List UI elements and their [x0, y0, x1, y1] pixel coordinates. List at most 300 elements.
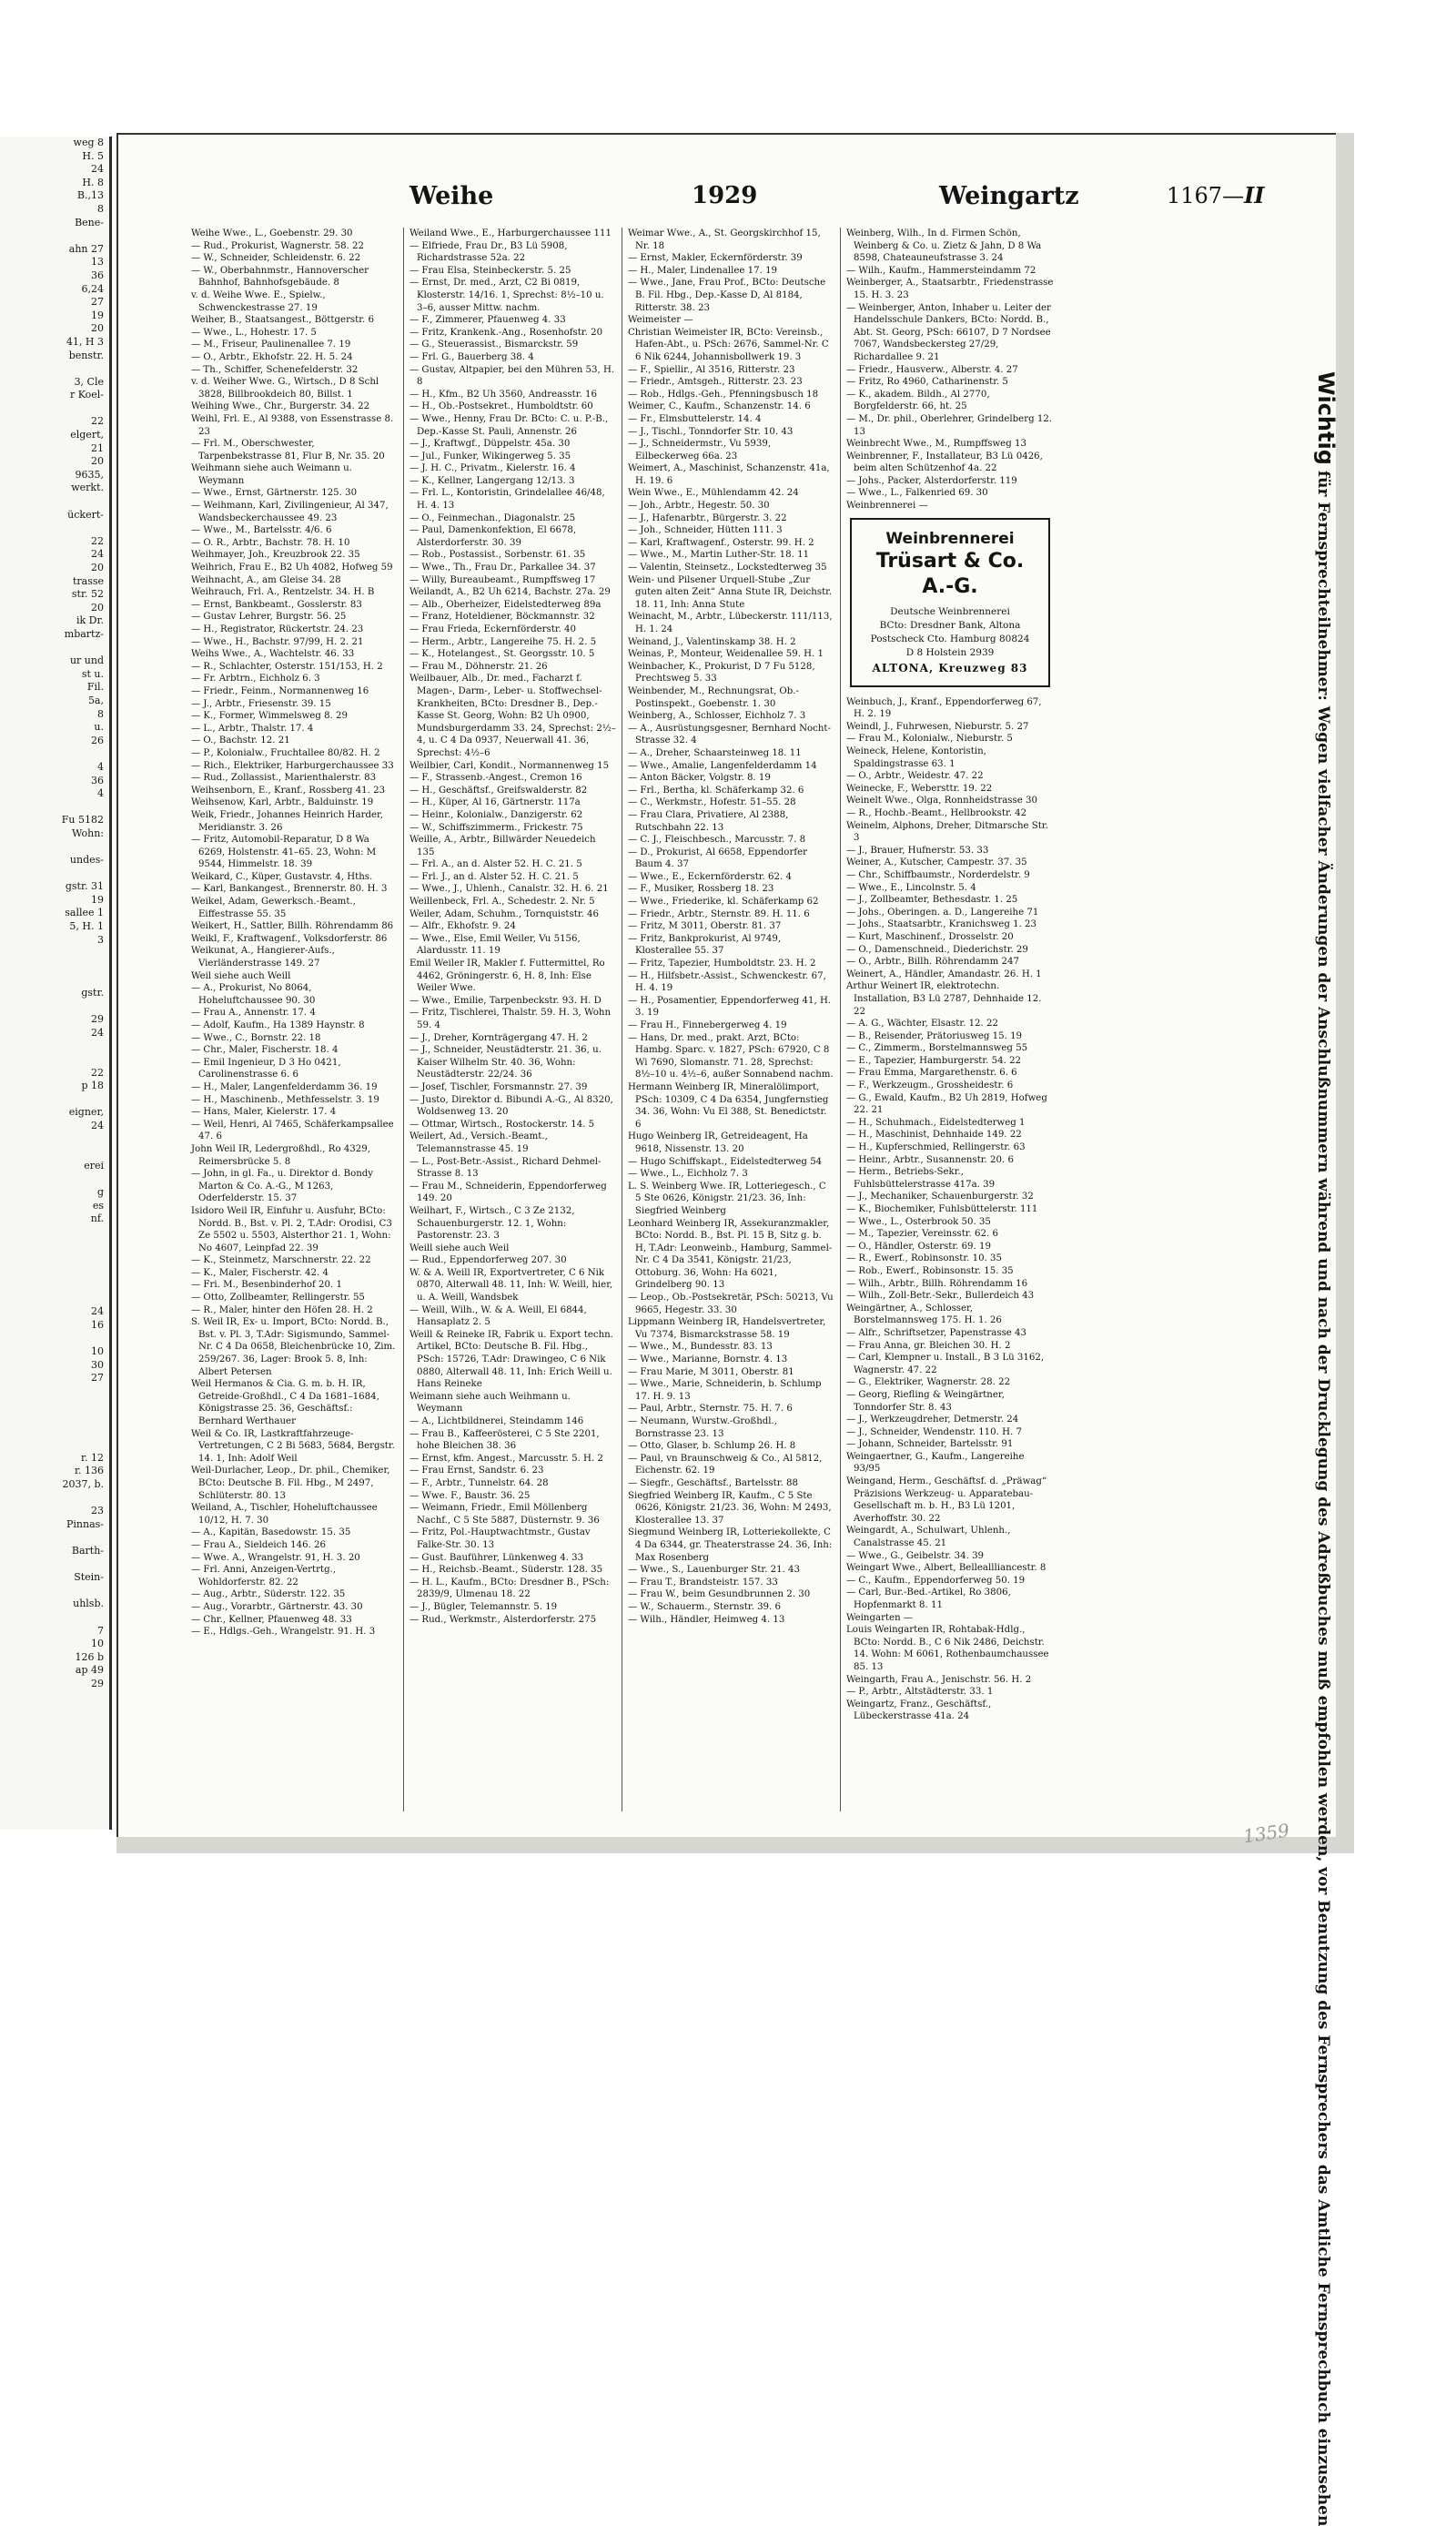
directory-entry: — Anton Bäcker, Volgstr. 8. 19	[628, 773, 771, 784]
prev-page-fragment: g	[96, 1185, 104, 1198]
directory-entry: — Weil, Henri, Al 7465, Schäferkampsallee 47. 6	[191, 1119, 394, 1142]
directory-entry: — H., Schuhmach., Eidelstedterweg 1	[846, 1117, 1026, 1128]
directory-entry: — Otto, Zollbeamter, Rellingerstr. 55	[191, 1293, 365, 1304]
directory-entry: Weingarten —	[846, 1612, 914, 1623]
prev-page-fragment: Wohn:	[71, 827, 104, 839]
directory-entry: — Weill, Wilh., W. & A. Weill, El 6844, Hansaplatz 2. 5	[410, 1304, 587, 1328]
directory-entry: — J., Bügler, Telemannstr. 5. 19	[410, 1601, 558, 1612]
prev-page-fragment: 23	[91, 1505, 104, 1517]
directory-entry: — Hugo Schiffskapt., Eidelstedterweg 54	[628, 1156, 823, 1167]
directory-entry: Weinelm, Alphons, Dreher, Ditmarsche Str. 3	[846, 820, 1048, 844]
prev-page-fragment: 24	[91, 163, 104, 176]
prev-page-fragment	[0, 1053, 109, 1067]
prev-page-fragment	[0, 1438, 109, 1452]
prev-page-fragment: 19	[91, 893, 104, 906]
prev-page-fragment	[0, 1040, 109, 1053]
directory-entry: — Wwe., Amalie, Langenfelderdamm 14	[628, 760, 817, 771]
prev-page-fragment: st u.	[81, 667, 104, 680]
directory-entry: — M., Tapezier, Vereinsstr. 62. 6	[846, 1229, 998, 1240]
prev-page-fragment: 6,24	[81, 282, 104, 295]
directory-entry: — Carl, Klempner u. Install., B 3 Lü 3162, Wagnerstr. 47. 22	[846, 1353, 1045, 1375]
directory-entry: — Wwe., M., Bartelsstr. 4/6. 6	[191, 525, 332, 536]
prev-page-fragment	[0, 1172, 109, 1186]
directory-entry: — W., Schneider, Schleidenstr. 6. 22	[191, 253, 361, 264]
directory-entry: Weikl, F., Kraftwagenf., Volksdorferstr. 86	[191, 933, 388, 944]
directory-entry: — H., Posamentier, Eppendorferweg 41, H. 3. 19	[628, 995, 832, 1019]
directory-entry: — H., Maler, Langenfelderdamm 36. 19	[191, 1081, 378, 1092]
directory-entry: — Ernst, Makler, Eckernförderstr. 39	[628, 253, 803, 264]
header-page-number: 1167—II	[1167, 182, 1265, 208]
prev-page-fragment: u.	[94, 721, 104, 734]
directory-entry: — Chr., Schiffbaumstr., Norderdelstr. 9	[846, 869, 1030, 880]
prev-page-fragment: 22	[91, 415, 104, 428]
prev-page-fragment	[0, 1385, 109, 1399]
directory-entry: — A., Kapitän, Basedowstr. 15. 35	[191, 1527, 351, 1538]
directory-entry: — Aug., Vorarbtr., Gärtnerstr. 43. 30	[191, 1601, 363, 1612]
prev-page-fragment: 24	[91, 1026, 104, 1039]
prev-page-fragment: 22	[91, 534, 104, 547]
directory-entry: — P., Arbtr., Altstädterstr. 33. 1	[846, 1687, 994, 1698]
prev-page-fragment: r Koel-	[69, 389, 104, 401]
directory-entry: — Frau A., Sieldeich 146. 26	[191, 1539, 327, 1550]
directory-entry: — W., Oberbahnmstr., Hannoverscher Bahnhof, Bahnhofsgebäude. 8	[191, 265, 369, 289]
prev-page-fragment	[0, 1279, 109, 1293]
prev-page-fragment: 20	[91, 322, 104, 335]
directory-entry: — Wwe., L., Hohestr. 17. 5	[191, 327, 317, 338]
directory-entry: — F., Musiker, Rossberg 18. 23	[628, 884, 774, 895]
prev-page-fragment	[0, 495, 109, 509]
directory-entry: — Herm., Betriebs-Sekr., Fuhlsbüttelerstrasse 417a. 39	[846, 1167, 996, 1190]
prev-page-fragment	[0, 1611, 109, 1625]
directory-entry: v. d. Weiher Wwe. G., Wirtsch., D 8 Schl 3828, Billbrookdeich 80, Billst. 1	[191, 377, 379, 400]
prev-page-fragment: 26	[91, 734, 104, 746]
directory-entry: — H., Geschäftsf., Greifswalderstr. 82	[410, 785, 588, 796]
prev-page-fragment: 20	[91, 562, 104, 573]
prev-page-fragment	[0, 402, 109, 416]
directory-entry: — Wilh., Händler, Heimweg 4. 13	[628, 1614, 785, 1625]
prev-page-fragment: undes-	[69, 854, 104, 867]
directory-entry: Weinbrennerei —	[846, 501, 928, 512]
directory-entry: — Ernst, Bankbeamt., Gosslerstr. 83	[191, 599, 362, 610]
directory-entry: Weill siehe auch Weil	[410, 1243, 510, 1253]
prev-page-fragment: trasse	[72, 574, 104, 587]
directory-page	[116, 133, 1339, 2526]
directory-entry: — Rud., Prokurist, Wagnerstr. 58. 22	[191, 240, 365, 251]
directory-entry: — J., Brauer, Hufnerstr. 53. 33	[846, 845, 989, 856]
prev-page-fragment: eigner,	[68, 1106, 104, 1119]
directory-entry: — Kurt, Maschinenf., Drosselstr. 20	[846, 931, 1014, 942]
directory-entry: Wein Wwe., E., Mühlendamm 42. 24	[628, 488, 799, 499]
directory-entry: — Frau M., Kolonialw., Nieburstr. 5	[846, 734, 1013, 745]
prev-page-fragment	[0, 947, 109, 960]
prev-page-fragment	[0, 1265, 109, 1279]
directory-entry: — Frau Ernst, Sandstr. 6. 23	[410, 1466, 544, 1476]
prev-page-fragment: 10	[91, 1345, 104, 1358]
prev-page-fragment	[0, 1398, 109, 1412]
directory-entry: — Fritz, Tapezier, Humboldtstr. 23. H. 2	[628, 959, 816, 969]
prev-page-fragment: 10	[91, 1638, 104, 1650]
prev-page-fragment: 27	[91, 296, 104, 309]
directory-entry: — Elfriede, Frau Dr., B3 Lü 5908, Richardstrasse 52a. 22	[410, 240, 568, 264]
directory-entry: — Hans, Dr. med., prakt. Arzt, BCto: Hambg. Sparc. v. 1827, PSch: 67920, C 8 Wi 7690, Slomanstr. 71. 28, Sprechst: 8½–10 u. 4½–6, außer Sonnabend nachm.	[628, 1032, 834, 1080]
prev-page-fragment: 24	[91, 548, 104, 561]
directory-entry: — Weinberger, Anton, Inhaber u. Leiter der Handelsschule Dankers, BCto: Nordd. B., Abt. St. Georg, PSch: 66107, D 7 Nordsee 7067, Wandsbeckersteg 27/29, Richardallee 9. 21	[846, 302, 1051, 362]
directory-entry: — F., Werkzeugm., Grossheidestr. 6	[846, 1080, 1014, 1091]
directory-entry: Lippmann Weinberg IR, Handelsvertreter, Vu 7374, Bismarckstrasse 58. 19	[628, 1317, 826, 1340]
directory-entry: — Emil Ingenieur, D 3 Ho 0421, Carolinenstrasse 6. 6	[191, 1057, 341, 1080]
prev-page-fragment	[0, 362, 109, 376]
directory-entry: — J., Schneider, Wendenstr. 110. H. 7	[846, 1426, 1022, 1437]
prev-page-fragment	[0, 973, 109, 987]
directory-entry: — Frl. Anni, Anzeigen-Vertrtg., Wohldorferstr. 82. 22	[191, 1565, 337, 1588]
directory-entry: Leonhard Weinberg IR, Assekuranzmakler, BCto: Nordd. B., Bst. Pl. 15 B, Sitz g. b. H, T.Adr: Leonweinb., Hamburg, Sammel-Nr. C 4 Da 3541, Königstr. 21/23, Ottoburg. 36, Wohn: Ha 6021, Grindelberg 90. 13	[628, 1218, 833, 1291]
prev-page-fragment: 8	[97, 202, 104, 215]
directory-entry: — Gustav, Altpapier, bei den Mühren 53, H. 8	[410, 364, 615, 388]
directory-entry: Weihe Wwe., L., Goebenstr. 29. 30	[191, 228, 353, 238]
directory-entry: Weihmann siehe auch Weimann u. Weymann	[191, 463, 352, 486]
directory-entry: — H., Reichsb.-Beamt., Süderstr. 128. 35	[410, 1565, 603, 1576]
prev-page-fragment: erei	[84, 1159, 104, 1172]
directory-entry: — Wwe., H., Bachstr. 97/99, H. 2. 21	[191, 636, 364, 647]
prev-page-fragment: 41, H 3	[66, 335, 104, 348]
directory-entry: — Rob., Postassist., Sorbenstr. 61. 35	[410, 550, 586, 561]
directory-entry: — W., Schauerm., Sternstr. 39. 6	[628, 1601, 781, 1612]
directory-entry: Weingärtner, A., Schlosser, Borstelmannsweg 175. H. 1. 26	[846, 1303, 1002, 1326]
directory-entry: — Friedr., Amtsgeh., Ritterstr. 23. 23	[628, 377, 803, 388]
directory-entry: Weiland, A., Tischler, Hoheluftchaussee 10/12, H. 7. 30	[191, 1503, 378, 1526]
directory-entry: — B., Reisender, Prätoriusweg 15. 19	[846, 1030, 1023, 1041]
directory-entry: Weil Hermanos & Cia. G. m. b. H. IR, Getreide-Großhdl., C 4 Da 1681–1684, Königstrasse 25. 36, Geschäftsf.: Bernhard Werthauer	[191, 1379, 379, 1426]
directory-entry: Weilhart, F., Wirtsch., C 3 Ze 2132, Schauenburgerstr. 12. 1, Wohn: Pastorenstr. 23. 3	[410, 1205, 575, 1242]
directory-entry: — Johann, Schneider, Bartelsstr. 91	[846, 1439, 1014, 1450]
directory-entry: — K., Steinmetz, Marschnerstr. 22. 22	[191, 1255, 371, 1266]
directory-entry: — Frl., Bertha, kl. Schäferkamp 32. 6	[628, 785, 804, 796]
directory-entry: — Paul, Arbtr., Sternstr. 75. H. 7. 6	[628, 1404, 793, 1415]
prev-page-fragment: 4	[97, 760, 104, 773]
directory-entry: Weill & Reineke IR, Fabrik u. Export techn. Artikel, BCto: Deutsche B. Fil. Hbg., PSch: 15726, T.Adr: Drawingeo, C 6 Nik 0880, Alterwall 48. 11, Inh: Erich Weill u. Hans Reineke	[410, 1329, 613, 1390]
directory-entry: — Carl, Bur.-Bed.-Artikel, Ro 3806, Hopfenmarkt 8. 11	[846, 1588, 1011, 1610]
directory-entry: — J., Schneider, Neustädterstr. 21. 36, u. Kaiser Wilhelm Str. 40. 36, Wohn: Neustädterstr. 22/24. 36	[410, 1045, 602, 1080]
prev-page-fragment: 7	[97, 1624, 104, 1637]
directory-entry: — Frau W., beim Gesundbrunnen 2. 30	[628, 1589, 811, 1600]
directory-entry: Weimer, C., Kaufm., Schanzenstr. 14. 6	[628, 401, 811, 412]
prev-page-fragment: r. 136	[74, 1465, 104, 1477]
prev-page-fragment: p 18	[81, 1080, 104, 1092]
directory-entry: Weilandt, A., B2 Uh 6214, Bachstr. 27a. 29	[410, 587, 611, 598]
directory-entry: — Frl. L., Kontoristin, Grindelallee 46/48, H. 4. 13	[410, 488, 605, 512]
directory-entry: — Fri. M., Besenbinderhof 20. 1	[191, 1280, 342, 1291]
prev-page-fragment: ahn 27	[68, 242, 104, 255]
directory-entry: — Alfr., Schriftsetzer, Papenstrasse 43	[846, 1327, 1027, 1338]
directory-entry: — Ernst, kfm. Angest., Marcusstr. 5. H. 2	[410, 1453, 603, 1464]
prev-page-fragment: es	[92, 1199, 104, 1212]
directory-entry: Christian Weimeister IR, BCto: Vereinsb., Hafen-Abt., u. PSch: 2676, Sammel-Nr. C 6 Nik 6244, Johannisbollwerk 19. 3	[628, 327, 829, 362]
directory-entry: — M., Dr. phil., Oberlehrer, Grindelberg 12. 13	[846, 413, 1053, 437]
directory-entry: — A. G., Wächter, Elsastr. 12. 22	[846, 1019, 998, 1030]
directory-entry: — L., Arbtr., Thalstr. 17. 4	[191, 723, 314, 734]
directory-entry: — J., Kraftwgf., Düppelstr. 45a. 30	[410, 439, 571, 450]
directory-entry: — Wwe., Th., Frau Dr., Parkallee 34. 37	[410, 563, 596, 573]
directory-entry: Weinberger, A., Staatsarbtr., Friedenstrasse 15. H. 3. 23	[846, 278, 1054, 300]
directory-entry: — H., Maschinist, Dehnhaide 149. 22	[846, 1130, 1022, 1141]
prev-page-fragment: nf.	[90, 1212, 104, 1225]
directory-entry: W. & A. Weill IR, Exportvertreter, C 6 Nik 0870, Alterwall 48. 11, Inh: W. Weill, hier, u. A. Weill, Wandsbek	[410, 1267, 613, 1304]
prev-page-fragment	[0, 229, 109, 243]
prev-page-fragment	[0, 1000, 109, 1014]
directory-entry: Emil Weiler IR, Makler f. Futtermittel, Ro 4462, Gröningerstr. 6, H. 8, Inh: Else Weiler Wwe.	[410, 959, 605, 994]
prev-page-fragment: weg 8	[73, 137, 104, 148]
directory-entry: Weikard, C., Küper, Gustavstr. 4, Hths.	[191, 871, 373, 882]
prev-page-fragment: Fil.	[86, 681, 104, 694]
directory-entry: — Joh., Arbtr., Hegestr. 50. 30	[628, 501, 770, 512]
directory-entry: Weingardt, A., Schulwart, Uhlenh., Canalstrasse 45. 21	[846, 1526, 1011, 1549]
prev-page-fragment	[0, 1412, 109, 1425]
directory-entry: — Jul., Funker, Wikingerweg 5. 35	[410, 451, 571, 462]
directory-entry: — Willy, Bureaubeamt., Rumpffsweg 17	[410, 574, 596, 585]
prev-page-fragment: 22	[91, 1066, 104, 1079]
prev-page-fragment	[0, 1253, 109, 1266]
prev-page-fragment	[0, 1425, 109, 1439]
directory-entry: Weil & Co. IR, Lastkraftfahrzeuge-Vertretungen, C 2 Bi 5683, 5684, Bergstr. 14. 1, Inh: Adolf Weil	[191, 1428, 395, 1464]
directory-entry: — C., Werkmstr., Hofestr. 51–55. 28	[628, 797, 796, 808]
directory-entry: Weinberg, A., Schlosser, Eichholz 7. 3	[628, 711, 806, 722]
directory-entry: — Ottmar, Wirtsch., Rostockerstr. 14. 5	[410, 1119, 595, 1130]
prev-page-fragment	[0, 642, 109, 655]
directory-entry: — H., Maschinenb., Methfesselstr. 3. 19	[191, 1094, 379, 1105]
prev-page-fragment	[0, 1226, 109, 1240]
directory-entry: — Johs., Oberingen. a. D., Langereihe 71	[846, 907, 1039, 918]
directory-entry: — Frau Anna, gr. Bleichen 30. H. 2	[846, 1340, 1011, 1351]
directory-entry: Hermann Weinberg IR, Mineralölimport, PSch: 10309, C 4 Da 6354, Jungfernstieg 34. 36, Wohn: Vu El 388, St. Benedictstr. 6	[628, 1081, 829, 1130]
prev-page-fragment: Stein-	[74, 1571, 104, 1584]
prev-page-fragment	[0, 1293, 109, 1306]
directory-entry: — Wwe., G., Geibelstr. 34. 39	[846, 1550, 985, 1561]
advertisement-box	[850, 518, 1050, 687]
directory-entry: — Wwe., C., Bornstr. 22. 18	[191, 1032, 321, 1043]
directory-entry: — Friedr., Feinm., Normannenweg 16	[191, 685, 369, 696]
prev-page-fragment: B.,13	[76, 189, 104, 202]
directory-entry: — H. L., Kaufm., BCto: Dresdner B., PSch: 2839/9, Ulmenau 18. 22	[410, 1577, 610, 1600]
directory-entry: Weinacht, M., Arbtr., Lübeckerstr. 111/113, H. 1. 24	[628, 612, 833, 634]
prev-page-fragment: 19	[91, 309, 104, 321]
directory-entry: Weinelt Wwe., Olga, Ronnheidstrasse 30	[846, 796, 1037, 806]
directory-entry: — Siegfr., Geschäftsf., Bartelsstr. 88	[628, 1477, 798, 1488]
directory-entry: Hugo Weinberg IR, Getreideagent, Ha 9618, Nissenstr. 13. 20	[628, 1131, 808, 1154]
prev-page-fragment	[0, 747, 109, 761]
directory-entry: Weindl, J., Fuhrwesen, Nieburstr. 5. 27	[846, 721, 1029, 732]
prev-page-fragment: gstr.	[81, 987, 104, 999]
directory-entry: Weinas, P., Monteur, Weidenallee 59. H. 1	[628, 649, 824, 660]
directory-entry: — C., Zimmerm., Borstelmannsweg 55	[846, 1043, 1028, 1054]
directory-entry: — Paul, Damenkonfektion, El 6678, Alsterdorferstr. 30. 39	[410, 525, 577, 548]
directory-entry: — Aug., Arbtr., Süderstr. 122. 35	[191, 1589, 346, 1600]
directory-entry: — J., Schneidermstr., Vu 5939, Eilbeckerweg 66a. 23	[628, 439, 772, 462]
column-4	[841, 228, 1059, 1811]
directory-entry: — Alfr., Ekhofstr. 9. 24	[410, 921, 516, 932]
header-right-word: Weingartz	[939, 182, 1079, 210]
directory-entry: — J., Tischl., Tonndorfer Str. 10. 43	[628, 426, 794, 437]
directory-entry: — Th., Schiffer, Schenefelderstr. 32	[191, 364, 359, 375]
directory-entry: — O., Arbtr., Weidestr. 47. 22	[846, 771, 984, 782]
directory-entry: — H., Ob.-Postsekret., Humboldtstr. 60	[410, 401, 593, 412]
prev-page-fragment: 13	[91, 256, 104, 269]
directory-entry: — Frau T., Brandsteistr. 157. 33	[628, 1577, 778, 1588]
directory-entry: — Friedr., Arbtr., Sternstr. 89. H. 11. 6	[628, 908, 810, 919]
prev-page-fragment: mbartz-	[64, 627, 104, 640]
directory-entry: — Ernst, Dr. med., Arzt, C2 Bi 0819, Klosterstr. 14/16. 1, Sprechst: 8½–10 u. 3–6, ausser Mittw. nachm.	[410, 278, 604, 313]
handwritten-mark: 1359	[1241, 1819, 1291, 1848]
directory-entry: John Weil IR, Ledergroßhdl., Ro 4329, Reimersbrücke 5. 8	[191, 1143, 370, 1167]
directory-entry: — J. H. C., Privatm., Kielerstr. 16. 4	[410, 463, 576, 474]
notice-lead: Wichtig	[1313, 371, 1339, 465]
prev-page-fragment: H. 8	[82, 176, 104, 188]
ad-line-1: Deutsche Weinbrennerei	[890, 605, 1010, 617]
directory-entry: Arthur Weinert IR, elektrotechn. Installation, B3 Lü 2787, Dehnhaide 12. 22	[846, 981, 1042, 1017]
directory-entry: — Wwe., Emilie, Tarpenbeckstr. 93. H. D	[410, 995, 602, 1006]
directory-entry: Weihrich, Frau E., B2 Uh 4082, Hofweg 59	[191, 563, 393, 573]
vertical-notice	[1313, 371, 1339, 2526]
directory-entry: Weinbrecht Wwe., M., Rumpffsweg 13	[846, 439, 1026, 450]
directory-entry: — Frau Emma, Margarethenstr. 6. 6	[846, 1068, 1017, 1079]
directory-entry: Siegfried Weinberg IR, Kaufm., C 5 Ste 0626, Königstr. 21/23. 36, Wohn: M 2493, Klosterallee 13. 37	[628, 1490, 832, 1526]
directory-entry: — C. J., Fleischbesch., Marcusstr. 7. 8	[628, 835, 806, 846]
prev-page-fragment: 5, H. 1	[69, 920, 104, 933]
directory-entry: Weil-Durlacher, Leop., Dr. phil., Chemiker, BCto: Deutsche B. Fil. Hbg., M 2497, Schlüterstr. 80. 13	[191, 1466, 390, 1501]
previous-page-strip	[0, 137, 112, 1830]
prev-page-fragment: 2037, b.	[62, 1477, 104, 1490]
directory-entry: Weillenbeck, Frl. A., Schedestr. 2. Nr. 5	[410, 897, 595, 908]
directory-entry: — Weihmann, Karl, Zivilingenieur, Al 347, Wandsbeckerchaussee 49. 23	[191, 501, 389, 523]
directory-entry: — G., Ewald, Kaufm., B2 Uh 2819, Hofweg 22. 21	[846, 1092, 1047, 1116]
directory-entry: — G., Elektriker, Wagnerstr. 28. 22	[846, 1377, 1011, 1388]
directory-entry: — Frau A., Annenstr. 17. 4	[191, 1008, 316, 1019]
directory-entry: — F., Arbtr., Tunnelstr. 64. 28	[410, 1477, 549, 1488]
directory-entry: — Johs., Packer, Alsterdorferstr. 119	[846, 475, 1017, 486]
prev-page-fragment: elgert,	[70, 429, 104, 441]
directory-entry: Isidoro Weil IR, Einfuhr u. Ausfuhr, BCto: Nordd. B., Bst. v. Pl. 2, T.Adr: Orodisi, C3 Ze 5502 u. 5503, Alsterthor 21. 1, Wohn: No 4607, Leinpfad 22. 39	[191, 1205, 392, 1253]
directory-entry: Weille, A., Arbtr., Billwärder Neuedeich 135	[410, 835, 596, 857]
directory-entry: — Alb., Oberheizer, Eidelstedterweg 89a	[410, 599, 602, 610]
prev-page-fragment: 27	[91, 1372, 104, 1385]
directory-entry: — E., Tapezier, Hamburgerstr. 54. 22	[846, 1055, 1022, 1066]
directory-entry: — Frau M., Döhnerstr. 21. 26	[410, 661, 548, 672]
directory-entry: Weihsenow, Karl, Arbtr., Balduinstr. 19	[191, 797, 374, 808]
directory-entry: — Chr., Maler, Fischerstr. 18. 4	[191, 1045, 339, 1056]
prev-page-fragment: ur und	[69, 654, 104, 667]
prev-page-fragment: gstr. 31	[65, 880, 104, 893]
ad-address: ALTONA, Kreuzweg 83	[872, 661, 1028, 675]
directory-entry: — O., Bachstr. 12. 21	[191, 735, 290, 746]
column-3	[622, 228, 841, 1811]
directory-entry: Weingaertner, G., Kaufm., Langereihe 93/95	[846, 1451, 1025, 1475]
directory-entry: — K., Maler, Fischerstr. 42. 4	[191, 1267, 329, 1278]
directory-entry: Weihnacht, A., am Gleise 34. 28	[191, 574, 341, 585]
directory-entry: — Wwe. F., Baustr. 36. 25	[410, 1490, 531, 1501]
directory-entry: Weikel, Adam, Gewerksch.-Beamt., Eiffestrasse 55. 35	[191, 897, 356, 919]
directory-entry: Weikunat, A., Hangierer-Aufs., Vierländerstrasse 149. 27	[191, 946, 335, 969]
directory-entry: — H., Hilfsbetr.-Assist., Schwenckestr. 67, H. 4. 19	[628, 970, 826, 994]
directory-entry: — O., Damenschneid., Diederichstr. 29	[846, 944, 1028, 955]
directory-entry: Weihmayer, Joh., Kreuzbrook 22. 35	[191, 550, 360, 561]
directory-entry: Weimert, A., Maschinist, Schanzenstr. 41a, H. 19. 6	[628, 463, 830, 486]
directory-entry: v. d. Weihe Wwe. E., Spielw., Schwenckestrasse 27. 19	[191, 289, 326, 313]
directory-entry: — A., Lichtbildnerei, Steindamm 146	[410, 1416, 584, 1426]
directory-entry: — J., Werkzeugdreher, Detmerstr. 24	[846, 1415, 1019, 1425]
directory-entry: — E., Hdlgs.-Geh., Wrangelstr. 91. H. 3	[191, 1627, 376, 1638]
directory-entry: — Wwe., L., Osterbrook 50. 35	[846, 1216, 991, 1227]
directory-entry: — Adolf, Kaufm., Ha 1389 Haynstr. 8	[191, 1020, 365, 1030]
directory-entry: Weimann siehe auch Weihmann u. Weymann	[410, 1391, 571, 1415]
directory-entry: — K., Kellner, Langergang 12/13. 3	[410, 475, 575, 486]
header-left-word: Weihe	[410, 182, 494, 210]
directory-entry: — Johs., Staatsarbtr., Kranichsweg 1. 23	[846, 919, 1037, 930]
directory-entry: — Neumann, Wurstw.-Großhdl., Bornstrasse 23. 13	[628, 1416, 778, 1439]
directory-entry: — Frau Elsa, Steinbeckerstr. 5. 25	[410, 265, 571, 276]
directory-entry: — Heinr., Kolonialw., Danzigerstr. 62	[410, 809, 583, 820]
directory-entry: Weingand, Herm., Geschäftsf. d. „Präwag“ Präzisions Werkzeug- u. Apparatebau-Gesellschaft m. b. H., B3 Lü 1201, Averhoffstr. 30. 22	[846, 1476, 1047, 1524]
directory-entry: — Wwe., Henny, Frau Dr. BCto: C. u. P.-B., Dep.-Kasse St. Pauli, Annenstr. 26	[410, 413, 609, 437]
prev-page-fragment: 3, Cle	[74, 375, 104, 388]
directory-entry: — Wwe., E., Eckernförderstr. 62. 4	[628, 871, 792, 882]
prev-page-fragment: benstr.	[68, 349, 104, 361]
directory-entry: — M., Friseur, Paulinenallee 7. 19	[191, 340, 351, 350]
directory-entry: — K., akadem. Bildh., Al 2770, Borgfelderstr. 66, ht. 25	[846, 389, 990, 412]
directory-entry: S. Weil IR, Ex- u. Import, BCto: Nordd. B., Bst. v. Pl. 3, T.Adr: Sigismundo, Sammel-Nr. C 4 Da 0658, Bleichenbrücke 10, Zim. 259/267. 36, Lager: Brook 5. 8, Inh: Albert Petersen	[191, 1317, 396, 1377]
directory-entry: Weimar Wwe., A., St. Georgskirchhof 15, Nr. 18	[628, 228, 821, 251]
directory-entry: — O., Feinmechan., Diagonalstr. 25	[410, 512, 576, 523]
directory-entry: — Frau B., Kaffeerösterei, C 5 Ste 2201, hohe Bleichen 38. 36	[410, 1428, 600, 1452]
directory-entry: — O., Arbtr., Billh. Röhrendamm 247	[846, 957, 1019, 968]
directory-entry: Weinbacher, K., Prokurist, D 7 Fu 5128, Prechtsweg 5. 33	[628, 661, 815, 685]
directory-entry: Weinberg, Wilh., In d. Firmen Schön, Weinberg & Co. u. Zietz & Jahn, D 8 Wa 8598, Chateauneufstrasse 3. 24	[846, 228, 1042, 264]
directory-entry: — Wwe., J., Uhlenh., Canalstr. 32. H. 6. 21	[410, 884, 609, 895]
directory-entry: — Fr. Arbtrn., Eichholz 6. 3	[191, 674, 320, 685]
directory-entry: — Friedr., Hausverw., Alberstr. 4. 27	[846, 364, 1018, 375]
directory-entry: — Wwe., Marianne, Bornstr. 4. 13	[628, 1354, 788, 1365]
directory-entry: — Rud., Eppendorferweg 207. 30	[410, 1255, 567, 1266]
column-1	[186, 228, 404, 1811]
directory-entry: — Fritz, M 3011, Oberstr. 81. 37	[628, 921, 782, 932]
directory-entry: — Rob., Hdlgs.-Geh., Pfenningsbusch 18	[628, 389, 819, 400]
directory-entry: — R., Maler, hinter den Höfen 28. H. 2	[191, 1304, 373, 1315]
prev-page-fragment	[0, 801, 109, 815]
prev-page-fragment: 24	[91, 1119, 104, 1131]
ad-line-4: D 8 Holstein 2939	[905, 646, 995, 658]
directory-entry: — Wwe., L., Eichholz 7. 3	[628, 1169, 748, 1180]
prev-page-fragment: 21	[91, 441, 104, 454]
directory-entry: — Wwe., M., Martin Luther-Str. 18. 11	[628, 550, 810, 561]
directory-entry: Weimeister —	[628, 315, 693, 326]
prev-page-fragment	[0, 1585, 109, 1598]
directory-entry: — H., Küper, Al 16, Gärtnerstr. 117a	[410, 797, 581, 808]
directory-entry: — R., Ewerf., Robinsonstr. 10. 35	[846, 1253, 1003, 1264]
directory-entry: — C., Kaufm., Eppendorferweg 50. 19	[846, 1575, 1026, 1586]
directory-entry: Weinand, J., Valentinskamp 38. H. 2	[628, 636, 796, 647]
prev-page-fragment: 29	[91, 1677, 104, 1689]
directory-entry: — G., Steuerassist., Bismarckstr. 59	[410, 340, 579, 350]
directory-entry: — Gust. Bauführer, Lünkenweg 4. 33	[410, 1552, 584, 1563]
directory-entry: — Chr., Kellner, Pfauenweg 48. 33	[191, 1614, 352, 1625]
directory-entry: — Josef, Tischler, Forsmannstr. 27. 39	[410, 1081, 588, 1092]
directory-entry: — Hans, Maler, Kielerstr. 17. 4	[191, 1107, 337, 1118]
entry-columns	[186, 228, 1305, 1811]
directory-entry: Weiner, A., Kutscher, Campestr. 37. 35	[846, 857, 1027, 868]
prev-page-fragment: 36	[91, 774, 104, 786]
directory-entry: Weingartz, Franz., Geschäftsf., Lübeckerstrasse 41a. 24	[846, 1699, 992, 1722]
directory-entry: Weinbrenner, F., Installateur, B3 Lü 0426, beim alten Schützenhof 4a. 22	[846, 451, 1043, 474]
directory-entry: — Wwe., Ernst, Gärtnerstr. 125. 30	[191, 488, 358, 499]
directory-entry: — Frau Clara, Privatiere, Al 2388, Rutschbahn 22. 13	[628, 809, 789, 833]
